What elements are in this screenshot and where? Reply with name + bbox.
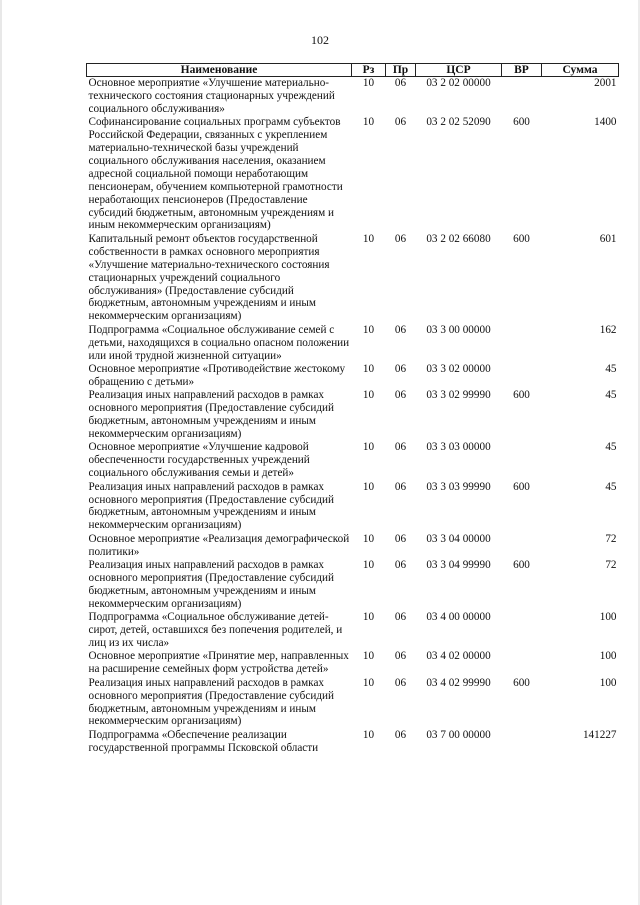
cell-vr: 600: [513, 676, 530, 689]
scan-edge-left: [0, 0, 2, 905]
header-rz: Рз: [352, 64, 386, 77]
cell-rz: 10: [362, 323, 375, 336]
cell-rz: 10: [362, 650, 375, 663]
cell-name: Подпрограмма «Обеспечение реализации государственной программы Псковской области: [88, 728, 319, 754]
cell-name: Реализация иных направлений расходов в рамках основного мероприятия (Предоставление субсидий бюджетным, автономным учреждениям и иным некоммерческим организациям): [88, 559, 334, 610]
cell-sum: 45: [605, 441, 617, 454]
table-row: [87, 324, 619, 363]
table-header: [87, 64, 619, 77]
cell-pr: 06: [394, 676, 407, 689]
cell-sum: 601: [599, 232, 617, 245]
cell-vr: [502, 650, 542, 676]
cell-csr: 03 7 00 00000: [426, 728, 491, 741]
cell-pr: 06: [394, 441, 407, 454]
cell-pr: 06: [394, 362, 407, 375]
header-csr: ЦСР: [416, 64, 502, 77]
cell-pr: 06: [394, 728, 407, 741]
cell-pr: 06: [394, 77, 407, 89]
cell-csr: 03 4 02 00000: [426, 650, 491, 663]
cell-pr: 06: [394, 650, 407, 663]
table-row: [87, 559, 619, 611]
cell-sum: 2001: [594, 77, 617, 89]
cell-pr: 06: [394, 116, 407, 129]
header-vr: ВР: [502, 64, 542, 77]
cell-vr: [502, 533, 542, 559]
table-row: [87, 77, 619, 117]
header-pr: Пр: [386, 64, 416, 77]
cell-name: Софинансирование социальных программ субъектов Российской Федерации, связанных с укреплением материально-технической базы учреждений социального обслуживания населения, оказанием адресной социальной помощи неработающим пенсионерам, обучением компьютерной грамотности неработающих пенсионеров (Предоставление субсидий бюджетным, автономным учреждениям и иным некоммерческим организациям): [88, 116, 343, 232]
table-row: [87, 650, 619, 676]
cell-name: Основное мероприятие «Улучшение кадровой обеспеченности государственных учреждений социального обслуживания семьи и детей»: [88, 441, 310, 480]
cell-name: Основное мероприятие «Принятие мер, направленных на расширение семейных форм устройства детей»: [88, 650, 349, 676]
cell-name: Подпрограмма «Социальное обслуживание семей с детьми, находящихся в социально опасном положении или иной трудной жизненной ситуации»: [88, 323, 350, 362]
table-row: [87, 441, 619, 480]
cell-csr: 03 3 00 00000: [426, 323, 491, 336]
cell-vr: 600: [513, 559, 530, 572]
cell-vr: [502, 441, 542, 480]
cell-rz: 10: [362, 441, 375, 454]
cell-pr: 06: [394, 480, 407, 493]
cell-rz: 10: [362, 389, 375, 402]
cell-sum: 162: [599, 323, 617, 336]
cell-pr: 06: [394, 232, 407, 245]
cell-sum: 72: [605, 559, 617, 572]
cell-rz: 10: [362, 532, 375, 545]
cell-sum: 141227: [582, 728, 617, 741]
cell-name: Основное мероприятие «Противодействие жестокому обращению с детьми»: [88, 362, 346, 388]
cell-rz: 10: [362, 676, 375, 689]
cell-vr: [502, 77, 542, 117]
cell-csr: 03 3 03 00000: [426, 441, 491, 454]
cell-pr: 06: [394, 389, 407, 402]
cell-csr: 03 3 02 99990: [426, 389, 491, 402]
cell-rz: 10: [362, 232, 375, 245]
cell-name: Капитальный ремонт объектов государственной собственности в рамках основного мероприятия «Улучшение материально-технического состояния стационарных учреждений социального обслуживания» (Предоставление субсидий бюджетным, автономным учреждениям и иным некоммерческим организациям): [88, 232, 330, 323]
cell-pr: 06: [394, 323, 407, 336]
cell-sum: 100: [599, 611, 617, 624]
cell-csr: 03 3 04 99990: [426, 559, 491, 572]
table-row: [87, 729, 619, 755]
cell-rz: 10: [362, 116, 375, 129]
cell-name: Основное мероприятие «Улучшение материально-технического состояния стационарных учреждений социального обслуживания»: [88, 77, 335, 115]
table-row: [87, 363, 619, 389]
cell-vr: [502, 324, 542, 363]
table-row: [87, 533, 619, 559]
table-body: [87, 77, 619, 756]
cell-rz: 10: [362, 611, 375, 624]
cell-pr: 06: [394, 532, 407, 545]
cell-rz: 10: [362, 362, 375, 375]
cell-csr: 03 3 04 00000: [426, 532, 491, 545]
cell-vr: 600: [513, 480, 530, 493]
budget-table: [86, 63, 619, 755]
cell-name: Подпрограмма «Социальное обслуживание детей-сирот, детей, оставшихся без попечения родителей, и лиц из их числа»: [88, 611, 343, 649]
cell-csr: 03 4 02 99990: [426, 676, 491, 689]
cell-sum: 45: [605, 362, 617, 375]
cell-csr: 03 4 00 00000: [426, 611, 491, 624]
cell-rz: 10: [362, 480, 375, 493]
header-name: Наименование: [87, 64, 352, 77]
cell-csr: 03 2 02 00000: [426, 77, 491, 89]
cell-vr: 600: [513, 389, 530, 402]
cell-rz: 10: [362, 559, 375, 572]
cell-csr: 03 3 03 99990: [426, 480, 491, 493]
table-row: [87, 677, 619, 729]
cell-vr: [502, 363, 542, 389]
cell-csr: 03 3 02 00000: [426, 362, 491, 375]
cell-pr: 06: [394, 559, 407, 572]
header-sum: Сумма: [542, 64, 619, 77]
page-number: 102: [311, 33, 329, 47]
cell-rz: 10: [362, 728, 375, 741]
cell-sum: 1400: [594, 116, 617, 129]
cell-name: Реализация иных направлений расходов в рамках основного мероприятия (Предоставление субсидий бюджетным, автономным учреждениям и иным некоммерческим организациям): [88, 480, 334, 532]
cell-csr: 03 2 02 52090: [426, 116, 491, 129]
cell-vr: [502, 729, 542, 755]
table-row: [87, 611, 619, 650]
cell-sum: 45: [605, 480, 617, 493]
cell-vr: 600: [513, 116, 530, 129]
cell-pr: 06: [394, 611, 407, 624]
cell-sum: 72: [605, 532, 617, 545]
cell-sum: 45: [605, 389, 617, 402]
cell-vr: 600: [513, 232, 530, 245]
cell-name: Реализация иных направлений расходов в рамках основного мероприятия (Предоставление субсидий бюджетным, автономным учреждениям и иным некоммерческим организациям): [88, 389, 334, 440]
table-row: [87, 481, 619, 533]
cell-name: Основное мероприятие «Реализация демографической политики»: [88, 532, 350, 558]
table-row: [87, 116, 619, 233]
cell-vr: [502, 611, 542, 650]
table-row: [87, 389, 619, 441]
table-row: [87, 233, 619, 324]
cell-csr: 03 2 02 66080: [426, 232, 491, 245]
cell-name: Реализация иных направлений расходов в рамках основного мероприятия (Предоставление субсидий бюджетным, автономным учреждениям и иным некоммерческим организациям): [88, 676, 334, 728]
cell-sum: 100: [599, 650, 617, 663]
cell-rz: 10: [362, 77, 375, 89]
cell-sum: 100: [599, 676, 617, 689]
